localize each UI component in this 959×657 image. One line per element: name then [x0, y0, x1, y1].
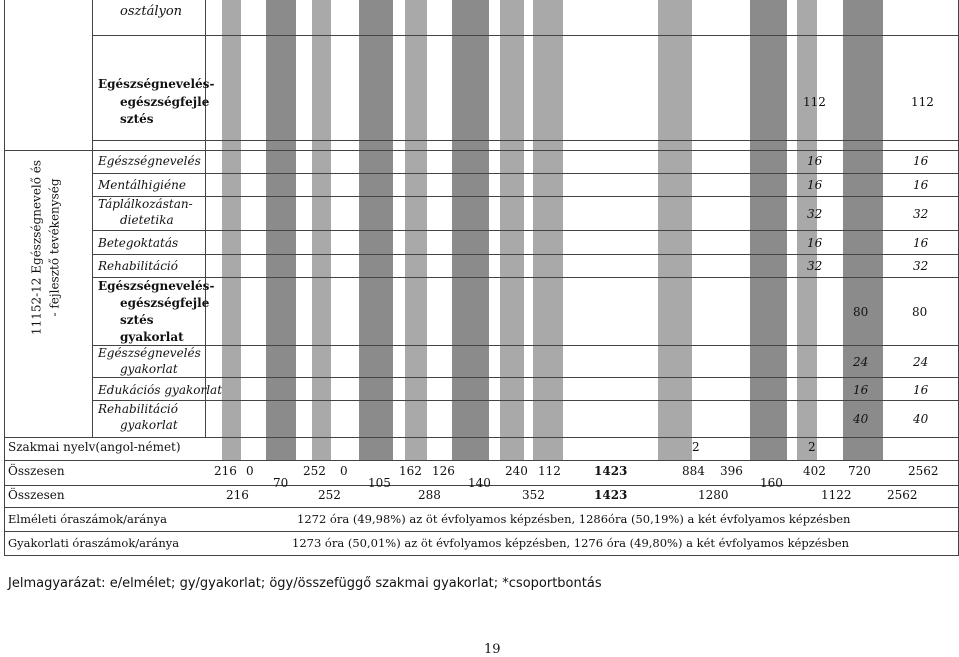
row-rehab-gyak-label-2: gyakorlat — [120, 418, 178, 432]
szakmai-nyelv-a: 2 — [692, 440, 700, 454]
osszesen-1-v16: 402 — [803, 464, 826, 478]
row-gyakorlat-label-2: egészségfejle — [120, 296, 210, 310]
osszesen-1-v8: 126 — [432, 464, 455, 478]
row-gyakorlat-b: 80 — [912, 305, 928, 319]
osszesen-1-label: Összesen — [8, 464, 65, 478]
row-rehabilitacio-b: 32 — [913, 259, 929, 273]
row-edukacios-label: Edukációs gyakorlat — [98, 383, 223, 397]
osszesen-2-v5: 1423 — [594, 488, 628, 502]
osszesen-1-v11: 112 — [538, 464, 561, 478]
row-gyakorlat-label-4: gyakorlat — [120, 330, 184, 344]
osszesen-2-v6: 1280 — [698, 488, 729, 502]
row-rehab-gyak-label-1: Rehabilitáció — [98, 402, 178, 416]
row-egeszsegneveles-label: Egészségnevelés — [98, 154, 201, 168]
osszesen-1-v9: 140 — [468, 476, 491, 490]
row-mentalhigiene-label: Mentálhigiéne — [98, 178, 186, 192]
osszesen-1-v7: 162 — [399, 464, 422, 478]
row-taplalkozastan-a: 32 — [807, 207, 823, 221]
osszesen-1-v6: 105 — [368, 476, 391, 490]
osszesen-1-v13: 884 — [682, 464, 705, 478]
row-egeszsegneveles-gyak-a: 24 — [853, 355, 869, 369]
row-gyakorlat-label-1: Egészségnevelés- — [98, 279, 215, 293]
osszesen-2-label: Összesen — [8, 488, 65, 502]
elmeleti-text: 1272 óra (49,98%) az öt évfolyamos képzésben, 1286óra (50,19%) a két évfolyamos képzésben — [297, 512, 851, 526]
row-edukacios-a: 16 — [853, 383, 869, 397]
row-egeszsegneveles-gyak-b: 24 — [913, 355, 929, 369]
module-label-2: - fejlesztő tevékenység — [47, 178, 62, 317]
main-row-value-a: 112 — [803, 95, 826, 109]
osszesen-1-v15: 160 — [760, 476, 783, 490]
osztalyon-label: osztályon — [120, 4, 183, 19]
row-rehabilitacio-label: Rehabilitáció — [98, 259, 178, 273]
gyakorlati-label: Gyakorlati óraszámok/aránya — [8, 536, 180, 550]
row-rehab-gyak-a: 40 — [853, 412, 869, 426]
row-mentalhigiene-a: 16 — [807, 178, 823, 192]
row-taplalkozastan-label-1: Táplálkozástan- — [98, 197, 193, 211]
row-egeszsegneveles-gyak-label-1: Egészségnevelés — [98, 346, 201, 360]
osszesen-1-v10: 240 — [505, 464, 528, 478]
row-egeszsegneveles-b: 16 — [913, 154, 929, 168]
osszesen-1-v14: 396 — [720, 464, 743, 478]
osszesen-1-v18: 2562 — [908, 464, 939, 478]
osszesen-1-v2: 0 — [246, 464, 254, 478]
row-gyakorlat-a: 80 — [853, 305, 869, 319]
osszesen-1-v1: 216 — [214, 464, 237, 478]
main-row-label-3: sztés — [120, 112, 154, 126]
osszesen-2-v3: 288 — [418, 488, 441, 502]
osszesen-1-v12: 1423 — [594, 464, 628, 478]
row-rehab-gyak-b: 40 — [913, 412, 929, 426]
osszesen-2-v7: 1122 — [821, 488, 852, 502]
row-taplalkozastan-label-2: dietetika — [120, 213, 174, 227]
row-betegoktatas-b: 16 — [913, 236, 929, 250]
osszesen-2-v4: 352 — [522, 488, 545, 502]
row-edukacios-b: 16 — [913, 383, 929, 397]
row-taplalkozastan-b: 32 — [913, 207, 929, 221]
osszesen-2-v1: 216 — [226, 488, 249, 502]
row-mentalhigiene-b: 16 — [913, 178, 929, 192]
szakmai-nyelv-label: Szakmai nyelv(angol-német) — [8, 440, 181, 454]
main-row-label-1: Egészségnevelés- — [98, 77, 215, 91]
elmeleti-label: Elméleti óraszámok/aránya — [8, 512, 167, 526]
row-betegoktatas-a: 16 — [807, 236, 823, 250]
osszesen-1-v3: 70 — [273, 476, 289, 490]
row-betegoktatas-label: Betegoktatás — [98, 236, 179, 250]
legend-text: Jelmagyarázat: e/elmélet; gy/gyakorlat; ögy/összefüggő szakmai gyakorlat; *csoportbontás — [8, 576, 602, 591]
row-gyakorlat-label-3: sztés — [120, 313, 154, 327]
module-label-1: 11152-12 Egészségnevelő és — [29, 159, 44, 336]
main-row-label-2: egészségfejle — [120, 95, 210, 109]
row-egeszsegneveles-gyak-label-2: gyakorlat — [120, 362, 178, 376]
osszesen-1-v17: 720 — [848, 464, 871, 478]
row-egeszsegneveles-a: 16 — [807, 154, 823, 168]
osszesen-1-v5: 0 — [340, 464, 348, 478]
page-number: 19 — [484, 642, 501, 657]
gyakorlati-text: 1273 óra (50,01%) az öt évfolyamos képzésben, 1276 óra (49,80%) a két évfolyamos képzésben — [292, 536, 850, 550]
osszesen-1-v4: 252 — [303, 464, 326, 478]
osszesen-2-v8: 2562 — [887, 488, 918, 502]
main-row-value-b: 112 — [911, 95, 934, 109]
row-rehabilitacio-a: 32 — [807, 259, 823, 273]
szakmai-nyelv-b: 2 — [808, 440, 816, 454]
osszesen-2-v2: 252 — [318, 488, 341, 502]
